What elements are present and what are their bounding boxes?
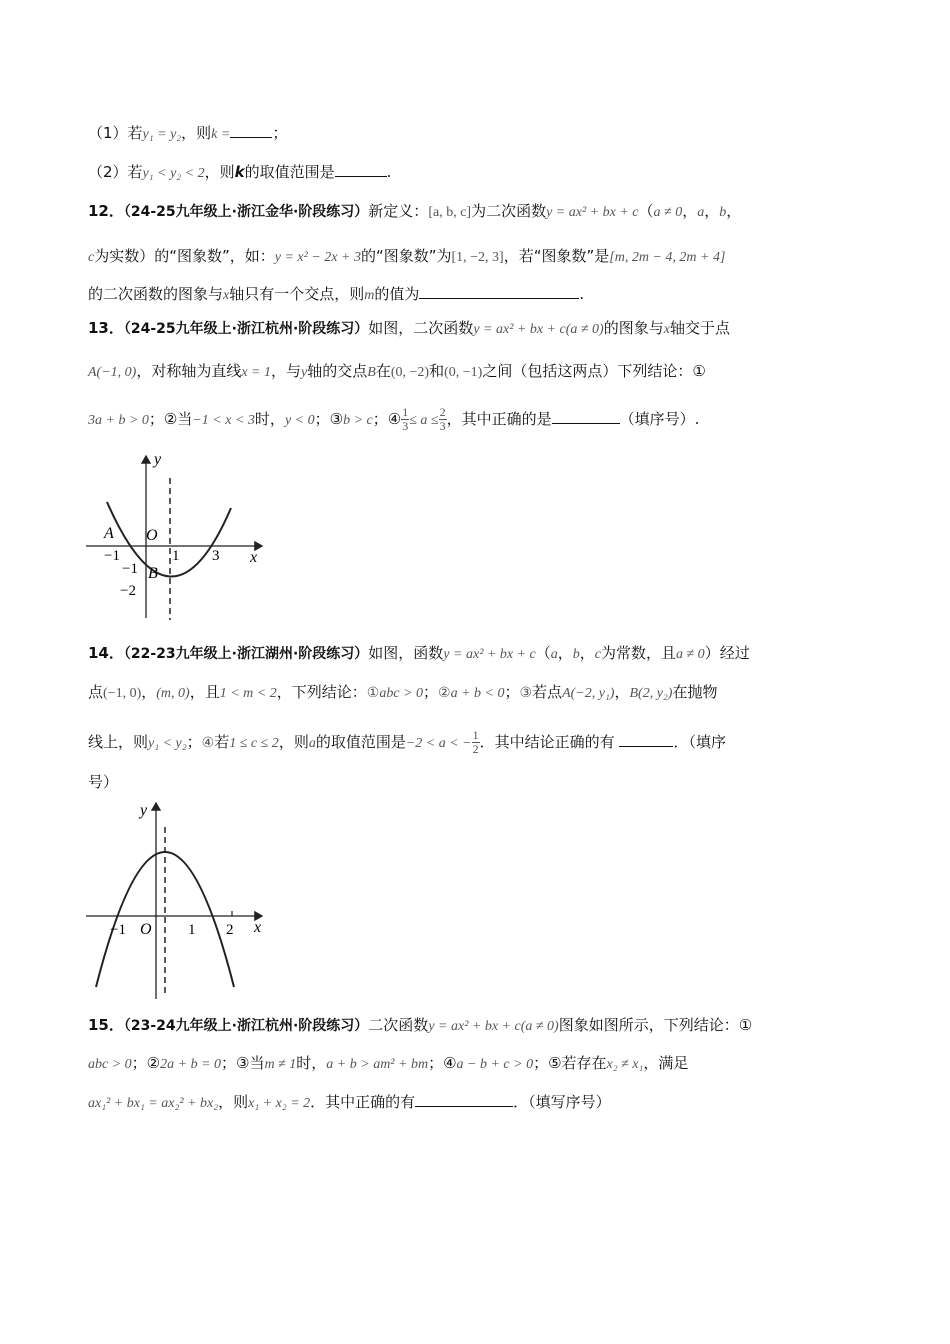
origin-label: O (146, 527, 158, 544)
x-axis-label: x (254, 919, 262, 936)
fraction: $\frac{1}{2}$ (472, 728, 479, 756)
q14-parabola-figure (82, 797, 272, 1002)
answer-blank[interactable] (552, 407, 620, 424)
q11-part1: （1）若y₁ = y₂，则k = ； (88, 121, 287, 145)
point-B-label: B (148, 565, 158, 582)
q14-line4: 号） (88, 773, 119, 791)
x-tick-neg1: −1 (110, 922, 126, 938)
q12-line1: 12．（24-25九年级上·浙江金华·阶段练习）新定义：[a, b, c]为二次函数y = ax² + bx + c（a ≠ 0，a，b， (88, 202, 742, 220)
q15-line1: 15．（23-24九年级上·浙江杭州·阶段练习）二次函数y = ax² + bx + c(a ≠ 0)图象如图所示，下列结论：① (88, 1016, 753, 1034)
q13-line2: A(−1, 0)，对称轴为直线x = 1，与y轴的交点B在(0, −2)和(0, −1)之间（包括这两点）下列结论：① (88, 362, 706, 380)
fraction: $\frac{1}{3}$ (402, 405, 409, 433)
q13-parabola-figure (82, 448, 272, 623)
x-tick-neg1: −1 (104, 548, 120, 564)
q13-line1: 13．（24-25九年级上·浙江杭州·阶段练习）如图，二次函数y = ax² + bx + c(a ≠ 0)的图象与x轴交于点 (88, 319, 730, 337)
x-tick-1: 1 (172, 548, 180, 564)
y-axis-label: y (154, 451, 162, 468)
q13-line3: 3a + b > 0；②当−1 < x < 3时，y < 0；③b > c；④ $\frac{1}{3}$ ≤ a ≤ $\frac{2}{3}$ ，其中正确的是 （填序号）. (88, 405, 700, 433)
answer-blank[interactable] (230, 121, 272, 138)
x-axis-label: x (250, 549, 258, 566)
q12-line2: c为实数）的“图象数”，如：y = x² − 2x + 3的“图象数”为[1, −2, 3]，若“图象数”是[m, 2m − 4, 2m + 4] (88, 247, 726, 265)
y-tick-neg1: −1 (122, 561, 138, 577)
answer-blank[interactable] (335, 160, 387, 177)
y-tick-neg2: −2 (120, 583, 136, 599)
origin-label: O (140, 921, 152, 938)
point-A-label: A (104, 525, 114, 542)
y-axis-label: y (140, 802, 148, 819)
answer-blank[interactable] (619, 730, 673, 747)
q11-part2: （2）若y₁ < y₂ < 2，则k的取值范围是 . (88, 160, 391, 184)
x-tick-1: 1 (188, 922, 196, 938)
fraction: $\frac{2}{3}$ (439, 405, 446, 433)
x-tick-2: 2 (226, 922, 234, 938)
answer-blank[interactable] (415, 1090, 513, 1107)
x-tick-3: 3 (212, 548, 220, 564)
q15-line3: ax₁² + bx₁ = ax₂² + bx₂，则x₁ + x₂ = 2．其中正确的有 ．（填写序号） (88, 1090, 611, 1114)
q14-line2: 点(−1, 0)，(m, 0)，且1 < m < 2，下列结论：①abc > 0；②a + b < 0；③若点A(−2, y₁)，B(2, y₂)在抛物 (88, 683, 718, 701)
q15-line2: abc > 0；②2a + b = 0；③当m ≠ 1时，a + b > am² + bm；④a − b + c > 0；⑤若存在x₂ ≠ x₁，满足 (88, 1054, 689, 1072)
q14-line3: 线上，则y₁ < y₂；④若1 ≤ c ≤ 2，则a的取值范围是−2 < a < − $\frac{1}{2}$ ．其中结论正确的有 ．（填序 (88, 728, 726, 756)
q14-line1: 14．（22-23九年级上·浙江湖州·阶段练习）如图，函数y = ax² + bx + c（a，b，c为常数，且a ≠ 0）经过 (88, 644, 750, 662)
answer-blank[interactable] (419, 282, 579, 299)
q12-line3: 的二次函数的图象与x轴只有一个交点，则m的值为 . (88, 282, 584, 306)
